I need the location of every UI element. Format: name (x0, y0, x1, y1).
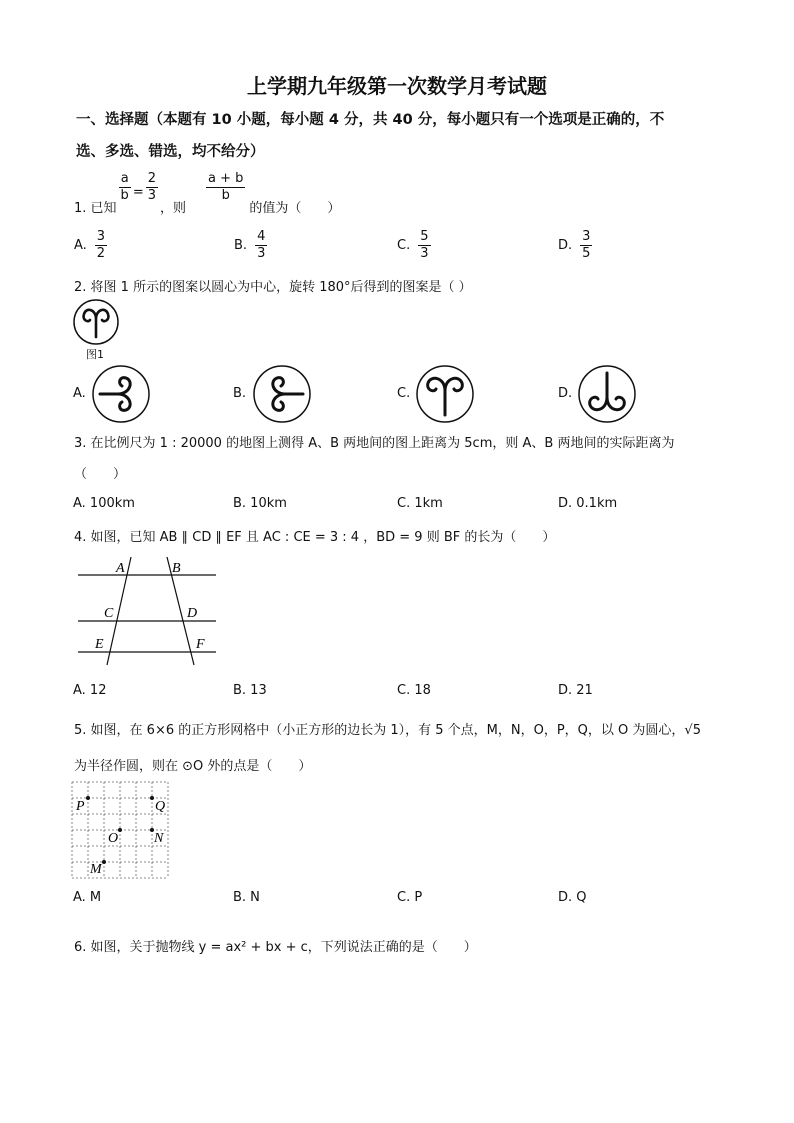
q2-option-b-image[interactable] (253, 365, 311, 423)
question-6: 6. 如图，关于抛物线 y = ax² + bx + c，下列说法正确的是（ ） (74, 940, 477, 955)
q5-grid-figure (72, 782, 172, 880)
point-label: E (95, 637, 104, 652)
frac-numerator: a + b (208, 171, 244, 186)
q4-option-a[interactable]: A. 12 (73, 683, 107, 698)
q1-connector: ，则 (160, 201, 187, 216)
question-4: 4. 如图，已知 AB ∥ CD ∥ EF 且 AC : CE = 3 : 4 ，BD = 9 则 BF 的长为（ ） (74, 530, 556, 545)
equals-sign: = (132, 185, 144, 200)
point-label: A (116, 561, 125, 576)
q4-option-b[interactable]: B. 13 (233, 683, 267, 698)
point-label: B (172, 561, 181, 576)
section-heading-line1: 一、选择题（本题有 10 小题，每小题 4 分，共 40 分，每小题只有一个选项是正确的，不 (76, 112, 665, 128)
section-heading-line2: 选、多选、错选，均不给分） (76, 144, 265, 160)
q3-option-d[interactable]: D. 0.1km (558, 496, 618, 511)
point-label: Q (155, 799, 166, 814)
q2-option-c-label[interactable]: C. (397, 386, 411, 401)
option-fraction (418, 229, 430, 262)
option-fraction (580, 229, 592, 262)
q3-option-b[interactable]: B. 10km (233, 496, 287, 511)
question-3-line1: 3. 在比例尺为 1 : 20000 的地图上测得 A、B 两地间的图上距离为 5cm，则 A、B 两地间的实际距离为 (74, 436, 675, 451)
frac-denominator: 3 (420, 246, 429, 261)
q1-option-a[interactable] (74, 229, 107, 262)
frac-denominator: 2 (96, 246, 106, 261)
q1-number: 1. 已知 (74, 201, 117, 216)
question-1 (74, 171, 341, 216)
frac-numerator: 4 (257, 229, 266, 244)
point-label: N (154, 831, 164, 846)
q3-option-a[interactable]: A. 100km (73, 496, 135, 511)
q2-option-c-image[interactable] (416, 365, 474, 423)
q1-option-d[interactable] (558, 229, 592, 262)
question-5-line2: 为半径作圆，则在 ⊙O 外的点是（ ） (74, 759, 312, 774)
option-fraction (255, 229, 267, 262)
point-label: C (104, 606, 114, 621)
frac-numerator: 2 (147, 171, 156, 186)
figure-1-label: 图1 (86, 348, 104, 361)
q4-parallel-lines-figure (76, 555, 218, 667)
q5-option-a[interactable]: A. M (73, 890, 102, 905)
q2-option-a-image[interactable] (92, 365, 150, 423)
q5-option-c[interactable]: C. P (397, 890, 423, 905)
point-label: F (196, 637, 205, 652)
q2-option-d-image[interactable] (578, 365, 636, 423)
option-label: B. (234, 238, 248, 253)
q1-option-c[interactable] (397, 229, 431, 262)
q2-option-b-label[interactable]: B. (233, 386, 247, 401)
frac-numerator: 3 (582, 229, 591, 244)
q1-option-b[interactable] (234, 229, 267, 262)
q1-fraction-apb-over-b (206, 171, 245, 204)
option-label: C. (397, 238, 411, 253)
q1-fraction-a-over-b (119, 171, 131, 204)
figure-1-aries-symbol (72, 299, 120, 347)
q2-option-d-label[interactable]: D. (558, 386, 573, 401)
point-label: D (187, 606, 198, 621)
frac-denominator: b (206, 187, 245, 204)
frac-denominator: 5 (582, 246, 591, 261)
q5-option-b[interactable]: B. N (233, 890, 260, 905)
option-label: A. (74, 238, 87, 253)
question-5-line1: 5. 如图，在 6×6 的正方形网格中（小正方形的边长为 1），有 5 个点，M，N，O，P，Q，以 O 为圆心，√5 (74, 723, 701, 738)
frac-denominator: 3 (257, 246, 266, 261)
frac-numerator: 3 (96, 229, 106, 244)
q4-option-d[interactable]: D. 21 (558, 683, 593, 698)
point-label: O (108, 831, 119, 846)
frac-numerator: 5 (420, 229, 429, 244)
point-label: P (76, 799, 85, 814)
point-label: M (90, 862, 102, 877)
option-label: D. (558, 238, 573, 253)
q3-option-c[interactable]: C. 1km (397, 496, 443, 511)
q4-option-c[interactable]: C. 18 (397, 683, 431, 698)
page-title: 上学期九年级第一次数学月考试题 (247, 74, 547, 98)
q1-tail: 的值为（ ） (249, 201, 341, 216)
q2-option-a-label[interactable]: A. (73, 386, 86, 401)
question-2: 2. 将图 1 所示的图案以圆心为中心，旋转 180°后得到的图案是（ ） (74, 280, 472, 295)
q5-option-d[interactable]: D. Q (558, 890, 587, 905)
option-fraction (95, 229, 107, 262)
frac-numerator: a (120, 171, 129, 186)
frac-denominator: 3 (147, 188, 156, 203)
frac-denominator: b (120, 188, 129, 203)
question-3-line2: （ ） (74, 467, 127, 482)
q1-fraction-2-over-3 (146, 171, 158, 204)
